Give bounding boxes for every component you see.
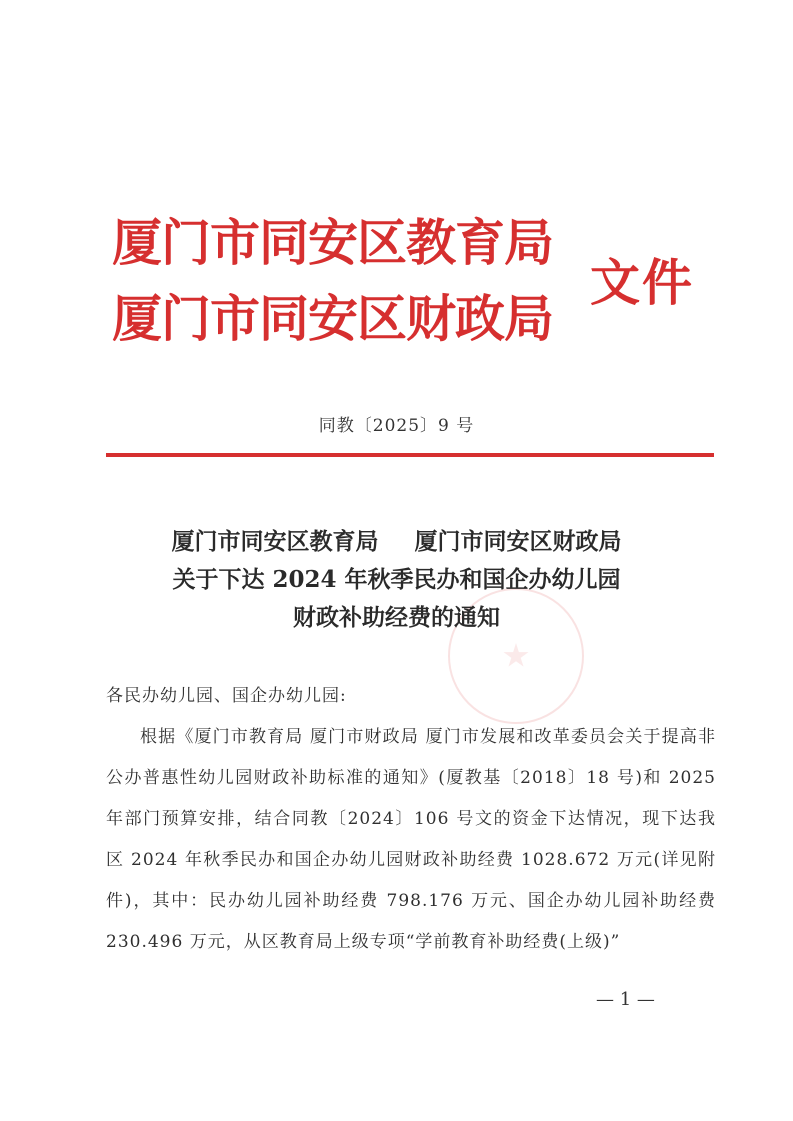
document-header: [112, 212, 712, 352]
issuing-org-education-bureau: 厦门市同安区教育局: [112, 213, 553, 272]
page-number: — 1 —: [596, 989, 655, 1010]
title-line-3: 财政补助经费的通知: [293, 604, 500, 631]
issuing-org-finance-bureau: 厦门市同安区财政局: [112, 289, 553, 348]
red-divider-line: [106, 453, 714, 457]
document-type-label: 文件: [590, 253, 694, 312]
title-line-2: 关于下达 2024 年秋季民办和国企办幼儿园: [172, 566, 621, 593]
notice-title: [60, 523, 733, 637]
title-line-1: [60, 523, 733, 561]
title-org-finance: 厦门市同安区财政局: [414, 528, 622, 555]
document-number: 同教〔2025〕9 号: [318, 416, 475, 436]
notice-body: [106, 676, 716, 963]
salutation: 各民办幼儿园、国企办幼儿园:: [106, 686, 347, 706]
title-org-education: 厦门市同安区教育局: [171, 528, 379, 555]
body-paragraph: 根据《厦门市教育局 厦门市财政局 厦门市发展和改革委员会关于提高非公办普惠性幼儿园财政补助标准的通知》(厦教基〔2018〕18 号)和 2025 年部门预算安排，结合同教〔2024〕106 号文的资金下达情况，现下达我区 2024 年秋季民办和国企办幼儿园财政补助经费 1028.672 万元(详见附件)，其中：民办幼儿园补助经费 798.176 万元、国企办幼儿园补助经费 230.496 万元，从区教育局上级专项“学前教育补助经费(上级)”: [106, 727, 716, 952]
